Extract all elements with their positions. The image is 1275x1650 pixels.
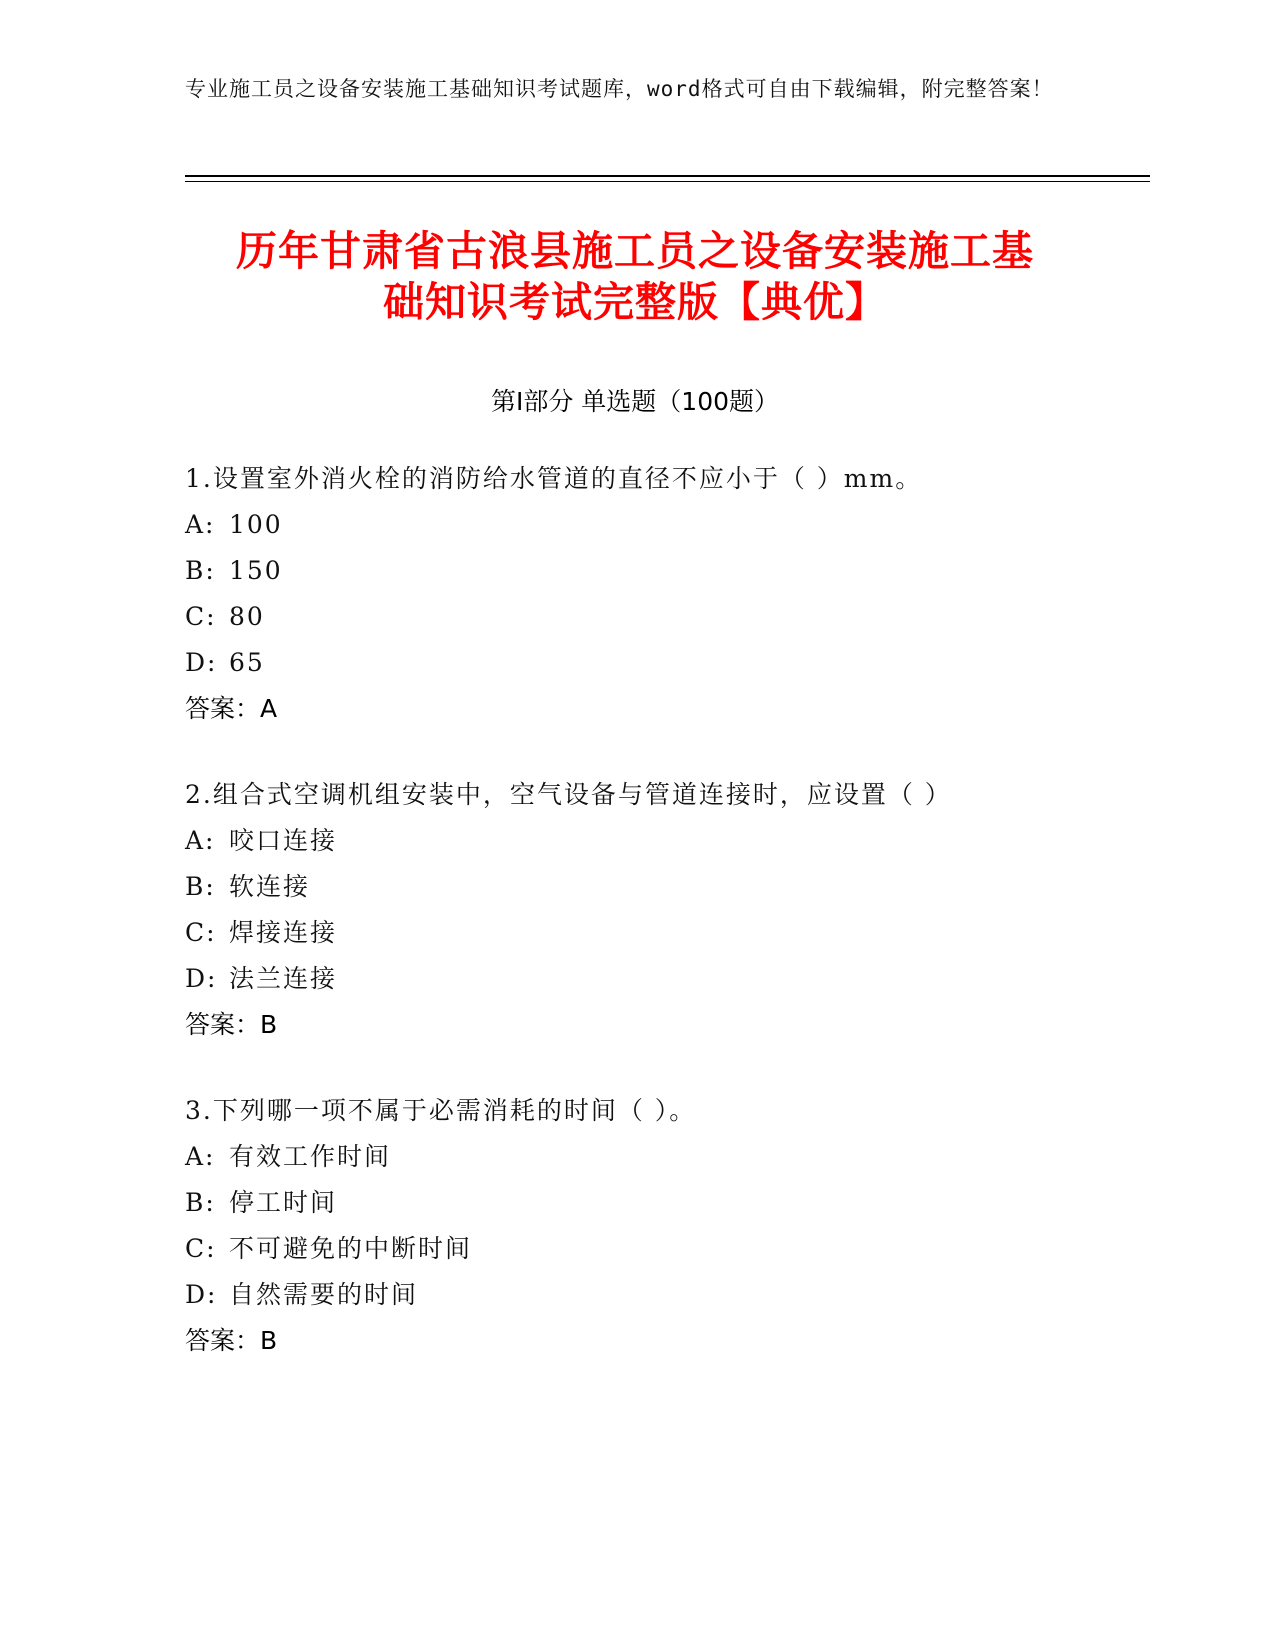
question-3: [185, 1088, 1145, 1364]
option-letter: B:: [185, 556, 216, 585]
option-text: 80: [229, 602, 265, 631]
option-a: [185, 1134, 1145, 1180]
option-text: 法兰连接: [229, 964, 338, 993]
header-note: 专业施工员之设备安装施工基础知识考试题库，word格式可自由下载编辑，附完整答案！: [185, 77, 1054, 101]
option-text: 停工时间: [229, 1188, 338, 1217]
question-stem: 2.组合式空调机组安装中，空气设备与管道连接时，应设置（ ）: [185, 780, 952, 809]
document-title-line-2: 础知识考试完整版【典优】: [383, 278, 887, 326]
option-d: [185, 640, 1145, 686]
answer-line: 答案：A: [185, 694, 278, 723]
option-letter: C:: [185, 602, 217, 631]
option-text: 100: [229, 510, 283, 539]
option-letter: B:: [185, 1188, 216, 1217]
option-b: [185, 1180, 1145, 1226]
option-letter: A:: [185, 826, 216, 855]
option-text: 不可避免的中断时间: [229, 1234, 473, 1263]
option-text: 150: [229, 556, 283, 585]
question-1: [185, 456, 1145, 732]
option-letter: D:: [185, 1280, 218, 1309]
option-c: [185, 910, 1145, 956]
option-text: 有效工作时间: [229, 1142, 392, 1171]
document-title-line-1: 历年甘肃省古浪县施工员之设备安装施工基: [236, 227, 1034, 275]
option-a: [185, 502, 1145, 548]
option-c: [185, 594, 1145, 640]
option-text: 65: [229, 648, 265, 677]
section-heading: 第Ⅰ部分 单选题（100题）: [490, 387, 780, 416]
option-d: [185, 1272, 1145, 1318]
option-letter: D:: [185, 648, 218, 677]
option-letter: A:: [185, 510, 216, 539]
question-stem: 1.设置室外消火栓的消防给水管道的直径不应小于（ ）mm。: [185, 464, 923, 493]
option-a: [185, 818, 1145, 864]
option-b: [185, 548, 1145, 594]
option-b: [185, 864, 1145, 910]
option-text: 软连接: [229, 872, 311, 901]
option-text: 焊接连接: [229, 918, 338, 947]
header-divider-thick: [185, 175, 1150, 177]
answer-line: 答案：B: [185, 1010, 278, 1039]
header-divider-thin: [185, 181, 1150, 182]
question-stem: 3.下列哪一项不属于必需消耗的时间（ ）。: [185, 1096, 697, 1125]
option-c: [185, 1226, 1145, 1272]
option-letter: C:: [185, 918, 217, 947]
option-letter: A:: [185, 1142, 216, 1171]
document-title: [185, 226, 1085, 328]
option-text: 咬口连接: [229, 826, 338, 855]
option-letter: B:: [185, 872, 216, 901]
option-text: 自然需要的时间: [229, 1280, 419, 1309]
option-letter: D:: [185, 964, 218, 993]
option-letter: C:: [185, 1234, 217, 1263]
option-d: [185, 956, 1145, 1002]
answer-line: 答案：B: [185, 1326, 278, 1355]
question-2: [185, 772, 1145, 1048]
